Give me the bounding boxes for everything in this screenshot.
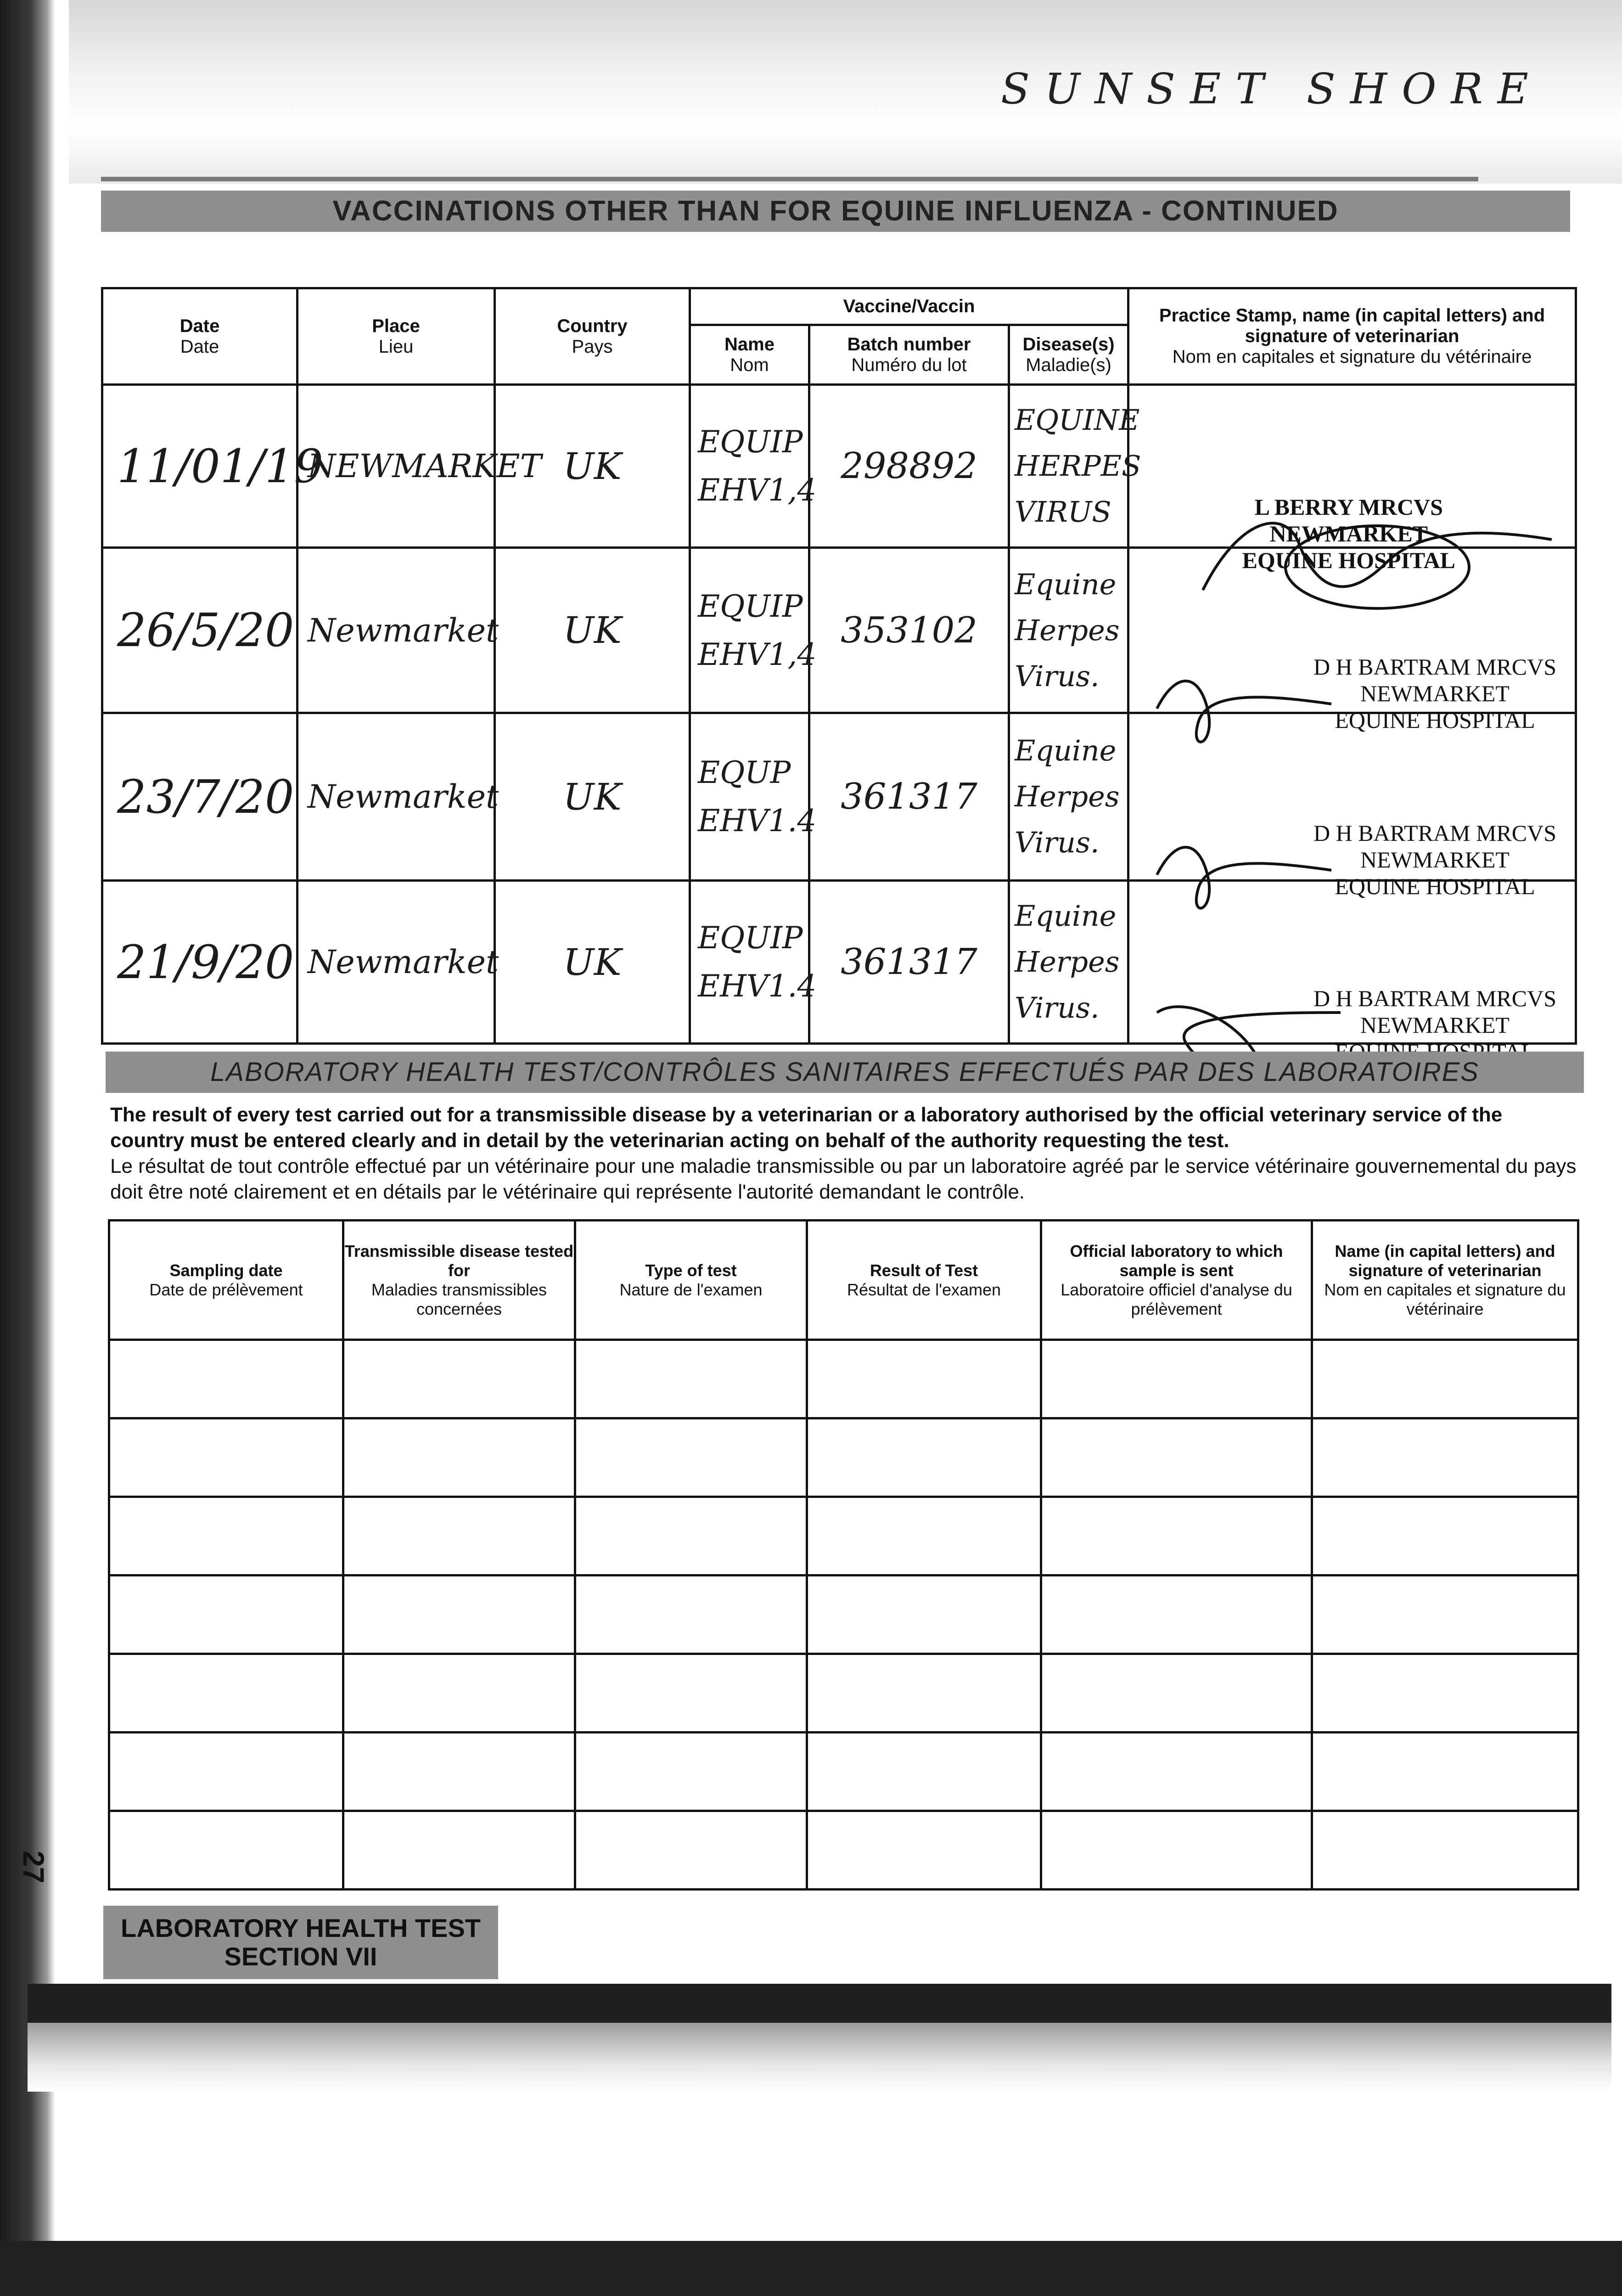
table-cell	[109, 1811, 343, 1890]
table-cell	[343, 1418, 575, 1497]
table-cell	[807, 1340, 1041, 1418]
vaccination-table	[101, 287, 1577, 1045]
row-place: Newmarket	[297, 881, 495, 1044]
scan-edge-left	[0, 0, 55, 2296]
table-cell	[575, 1654, 807, 1733]
table-cell	[1312, 1811, 1578, 1890]
row-vaccine-name: EQUIP EHV1,4	[690, 385, 809, 548]
vet-stamp: L BERRY MRCVS NEWMARKET EQUINE HOSPITAL	[1242, 494, 1456, 573]
row-date: 11/01/19	[102, 385, 297, 548]
row-disease: Equine Herpes Virus.	[1009, 713, 1128, 881]
row-disease: Equine Herpes Virus.	[1009, 881, 1128, 1044]
col-sampling-date: Sampling date Date de prélèvement	[109, 1221, 343, 1340]
row-country: UK	[495, 713, 690, 881]
row-stamp	[1128, 385, 1576, 573]
signature-mark	[1148, 653, 1341, 773]
table-cell	[343, 1733, 575, 1811]
table-cell	[807, 1733, 1041, 1811]
row-place: Newmarket	[297, 713, 495, 881]
col-country: Country Pays	[495, 288, 690, 385]
table-cell	[807, 1418, 1041, 1497]
table-cell	[575, 1418, 807, 1497]
vaccination-row	[102, 881, 1576, 1044]
row-batch: 361317	[809, 713, 1009, 881]
table-cell	[1312, 1733, 1578, 1811]
vaccinations-section-header: VACCINATIONS OTHER THAN FOR EQUINE INFLUENZA - CONTINUED	[101, 191, 1570, 232]
scan-shadow-band	[28, 1984, 1611, 2023]
col-practice-stamp: Practice Stamp, name (in capital letters) and signature of veterinarian Nom en capitales et signature du vétérinaire	[1128, 288, 1576, 385]
table-cell	[807, 1654, 1041, 1733]
instructions-french: Le résultat de tout contrôle effectué par un vétérinaire pour une maladie transmissible ou par un laboratoire agréé par le service vétérinaire gouvernemental du pays doit être noté clairement et en détails par le vétérinaire qui représente l'autorité demandant le contrôle.	[110, 1155, 1577, 1203]
table-cell	[807, 1811, 1041, 1890]
row-date: 26/5/20	[102, 548, 297, 713]
col-date: Date Date	[102, 288, 297, 385]
vet-stamp: D H BARTRAM MRCVS NEWMARKET EQUINE HOSPITAL	[1313, 820, 1557, 899]
table-cell	[1312, 1418, 1578, 1497]
table-cell	[1312, 1576, 1578, 1654]
table-cell	[343, 1497, 575, 1576]
vaccination-row	[102, 713, 1576, 881]
fold-line	[101, 177, 1478, 181]
row-country: UK	[495, 548, 690, 713]
table-cell	[575, 1576, 807, 1654]
table-cell	[807, 1497, 1041, 1576]
table-row	[109, 1418, 1578, 1497]
laboratory-test-table	[108, 1219, 1579, 1891]
row-place: Newmarket	[297, 548, 495, 713]
table-row	[109, 1576, 1578, 1654]
laboratory-section-header: LABORATORY HEALTH TEST/CONTRÔLES SANITAIRES EFFECTUÉS PAR DES LABORATOIRES	[106, 1052, 1584, 1093]
row-batch: 353102	[809, 548, 1009, 713]
table-cell	[807, 1576, 1041, 1654]
col-official-laboratory: Official laboratory to which sample is sent Laboratoire officiel d'analyse du prélèvement	[1041, 1221, 1312, 1340]
col-diseases: Disease(s) Maladie(s)	[1009, 325, 1128, 385]
col-vaccine: Vaccine/Vaccin	[690, 288, 1128, 325]
table-cell	[1312, 1497, 1578, 1576]
instructions-english: The result of every test carried out for a transmissible disease by a veterinarian or a laboratory authorised by the official veterinary service of the country must be entered clearly and in detail by the veterinarian acting on behalf of the authority requesting the test.	[110, 1103, 1503, 1152]
table-row	[109, 1733, 1578, 1811]
table-cell	[109, 1418, 343, 1497]
table-cell	[1041, 1497, 1312, 1576]
row-vaccine-name: EQUP EHV1.4	[690, 713, 809, 881]
table-cell	[575, 1497, 807, 1576]
signature-mark	[1148, 820, 1341, 939]
table-cell	[109, 1576, 343, 1654]
table-cell	[109, 1733, 343, 1811]
col-disease-tested: Transmissible disease tested for Maladies transmissibles concernées	[343, 1221, 575, 1340]
table-cell	[1041, 1733, 1312, 1811]
row-vaccine-name: EQUIP EHV1,4	[690, 548, 809, 713]
table-cell	[1041, 1418, 1312, 1497]
col-test-type: Type of test Nature de l'examen	[575, 1221, 807, 1340]
row-vaccine-name: EQUIP EHV1.4	[690, 881, 809, 1044]
table-cell	[575, 1733, 807, 1811]
table-cell	[343, 1654, 575, 1733]
table-cell	[575, 1340, 807, 1418]
table-row	[109, 1340, 1578, 1418]
table-cell	[575, 1811, 807, 1890]
section-badge: LABORATORY HEALTH TEST SECTION VII	[103, 1906, 498, 1979]
col-vet-name-signature: Name (in capital letters) and signature of veterinarian Nom en capitales et signature du vétérinaire	[1312, 1221, 1578, 1340]
row-disease: Equine Herpes Virus.	[1009, 548, 1128, 713]
table-cell	[343, 1340, 575, 1418]
laboratory-instructions	[110, 1102, 1579, 1205]
row-place: NEWMARKET	[297, 385, 495, 548]
table-cell	[109, 1497, 343, 1576]
row-batch: 298892	[809, 385, 1009, 548]
col-test-result: Result of Test Résultat de l'examen	[807, 1221, 1041, 1340]
folded-page-bottom	[28, 2023, 1611, 2092]
table-cell	[1312, 1340, 1578, 1418]
vaccination-row	[102, 385, 1576, 548]
page-number: 27	[17, 1851, 50, 1884]
table-cell	[1041, 1340, 1312, 1418]
vet-stamp: D H BARTRAM MRCVS NEWMARKET	[1313, 985, 1557, 1038]
table-row	[109, 1497, 1578, 1576]
row-country: UK	[495, 881, 690, 1044]
vet-stamp: D H BARTRAM MRCVS NEWMARKET EQUINE HOSPITAL	[1313, 653, 1557, 733]
row-disease: EQUINE HERPES VIRUS	[1009, 385, 1128, 548]
table-cell	[109, 1340, 343, 1418]
table-cell	[343, 1576, 575, 1654]
table-cell	[109, 1654, 343, 1733]
table-cell	[1041, 1811, 1312, 1890]
row-date: 23/7/20	[102, 713, 297, 881]
col-batch-number: Batch number Numéro du lot	[809, 325, 1009, 385]
table-cell	[1312, 1654, 1578, 1733]
col-vaccine-name: Name Nom	[690, 325, 809, 385]
col-place: Place Lieu	[297, 288, 495, 385]
row-batch: 361317	[809, 881, 1009, 1044]
table-cell	[343, 1811, 575, 1890]
table-row	[109, 1654, 1578, 1733]
table-cell	[1041, 1654, 1312, 1733]
handwritten-horse-name: SUNSET SHORE	[1001, 64, 1543, 113]
table-cell	[1041, 1576, 1312, 1654]
table-row	[109, 1811, 1578, 1890]
row-date: 21/9/20	[102, 881, 297, 1044]
row-country: UK	[495, 385, 690, 548]
scan-edge-bottom	[0, 2241, 1622, 2296]
